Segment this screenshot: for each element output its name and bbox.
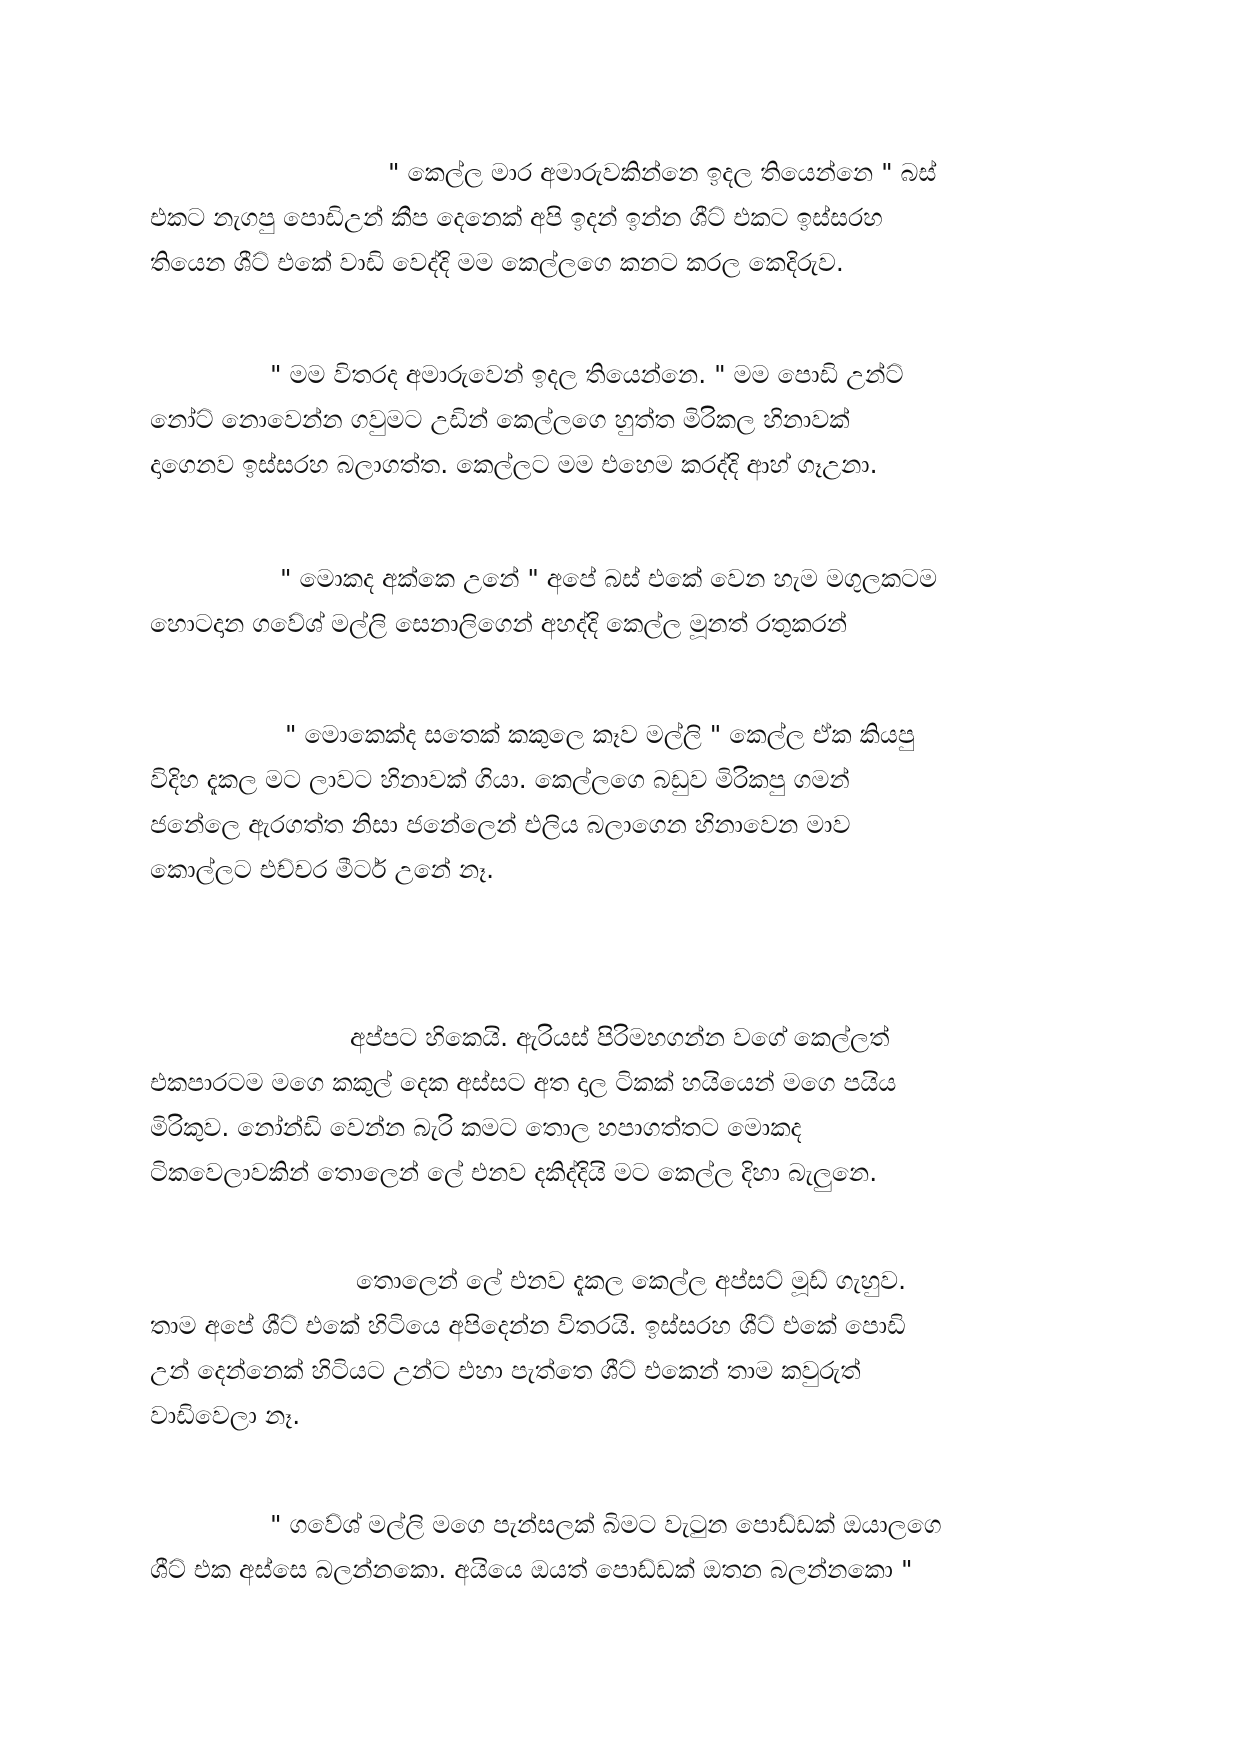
text-line: මිරිකුව. නෝන්ඩි වෙන්න බැරි කමට තොල හපාගත්තට මොකද — [150, 1113, 802, 1142]
text-line: තොලෙන් ලේ එනව දැකල කෙල්ල අප්සට් මූඩ් ගැහුව. — [356, 1266, 907, 1295]
text-line: කොල්ලට එච්චර මීටර් උනේ නෑ. — [150, 855, 495, 884]
text-line: තාම අපේ ශීට් එකේ හිටියෙ අපිදෙන්න විතරයි. ඉස්සරහ ශීට් එකේ පොඩි — [150, 1311, 906, 1340]
paragraph-7 — [150, 1502, 1090, 1592]
text-line: අප්පට හිකෙයි. ඇරියස් පිරිමහගන්න වගේ කෙල්ලත් — [350, 1023, 890, 1052]
text-line: දාගෙනව ඉස්සරහ බලාගත්ත. කෙල්ලට මම එහෙම කරද්දි ආහ් ගෑඋනා. — [150, 450, 878, 479]
paragraph-6 — [150, 1258, 1090, 1438]
text-line: " ගවේශ් මල්ලි මගෙ පැන්සලක් බිමට වැටුන පොඩ්ඩක් ඔයාලගෙ — [270, 1510, 942, 1539]
text-line: නෝට් නොවෙන්න ගවුමට උඩින් කෙල්ලගෙ හුත්ත මිරිකල හිනාවක් — [150, 405, 850, 434]
paragraph-4 — [150, 712, 1090, 892]
text-line: ටිකවෙලාවකින් තොලෙන් ලේ එනව දකිද්දියි මට කෙල්ල දිහා බැලුනෙ. — [150, 1158, 878, 1187]
text-line: හොටදාන ගවේශ් මල්ලි සෙනාලිගෙන් අහද්දි කෙල්ල මූනත් රතුකරන් — [150, 609, 848, 638]
text-line: එකට නැගපු පොඩිඋන් කීප දෙනෙක් අපි ඉදන් ඉන්න ශීට් එකට ඉස්සරහ — [150, 203, 883, 232]
text-line: උන් දෙන්නෙක් හිටියට උන්ට එහා පැත්තෙ ශීට් එකෙන් තාම කවුරුත් — [150, 1356, 861, 1385]
paragraph-2 — [150, 352, 1090, 487]
text-line: ශීට් එක අස්සෙ බලන්නකො. අයියෙ ඔයත් පොඩ්ඩක් ඔතන බලන්නකො " — [150, 1555, 913, 1584]
text-line: " මම විතරද අමාරුවෙන් ඉදල තියෙන්නෙ. " මම පොඩි උන්ට් — [270, 360, 904, 389]
paragraph-1 — [150, 150, 1090, 285]
paragraph-3 — [150, 556, 1090, 646]
text-line: වාඩිවෙලා නෑ. — [150, 1401, 301, 1430]
text-line: තියෙන ශීට් එකේ වාඩි වෙද්දි මම කෙල්ලගෙ කනට කරල කෙදිරුව. — [150, 248, 844, 277]
text-line: විදිහ දැකල මට ලාවට හිනාවක් ගියා. කෙල්ලගෙ බඩුව මිරිකපු ගමන් — [150, 765, 850, 794]
text-line: " මොකද අක්කෙ උනේ " අපේ බස් එකේ වෙන හැම මගුලකටම — [280, 564, 938, 593]
text-line: " කෙල්ල මාර අමාරුවකින්නෙ ඉදල තියෙන්නෙ " බස් — [388, 158, 937, 187]
paragraph-5 — [150, 1015, 1090, 1195]
text-line: එකපාරටම මගෙ කකුල් දෙක අස්සට අත දාල ටිකක් හයියෙන් මගෙ පයිය — [150, 1068, 897, 1097]
text-line: ජනේලෙ ඇරගත්ත නිසා ජනේලෙන් එලිය බලාගෙන හිනාවෙන මාව — [150, 810, 851, 839]
text-line: " මොකෙක්ද සතෙක් කකුලෙ කෑව මල්ලි " කෙල්ල ඒක කියපු — [285, 720, 915, 749]
